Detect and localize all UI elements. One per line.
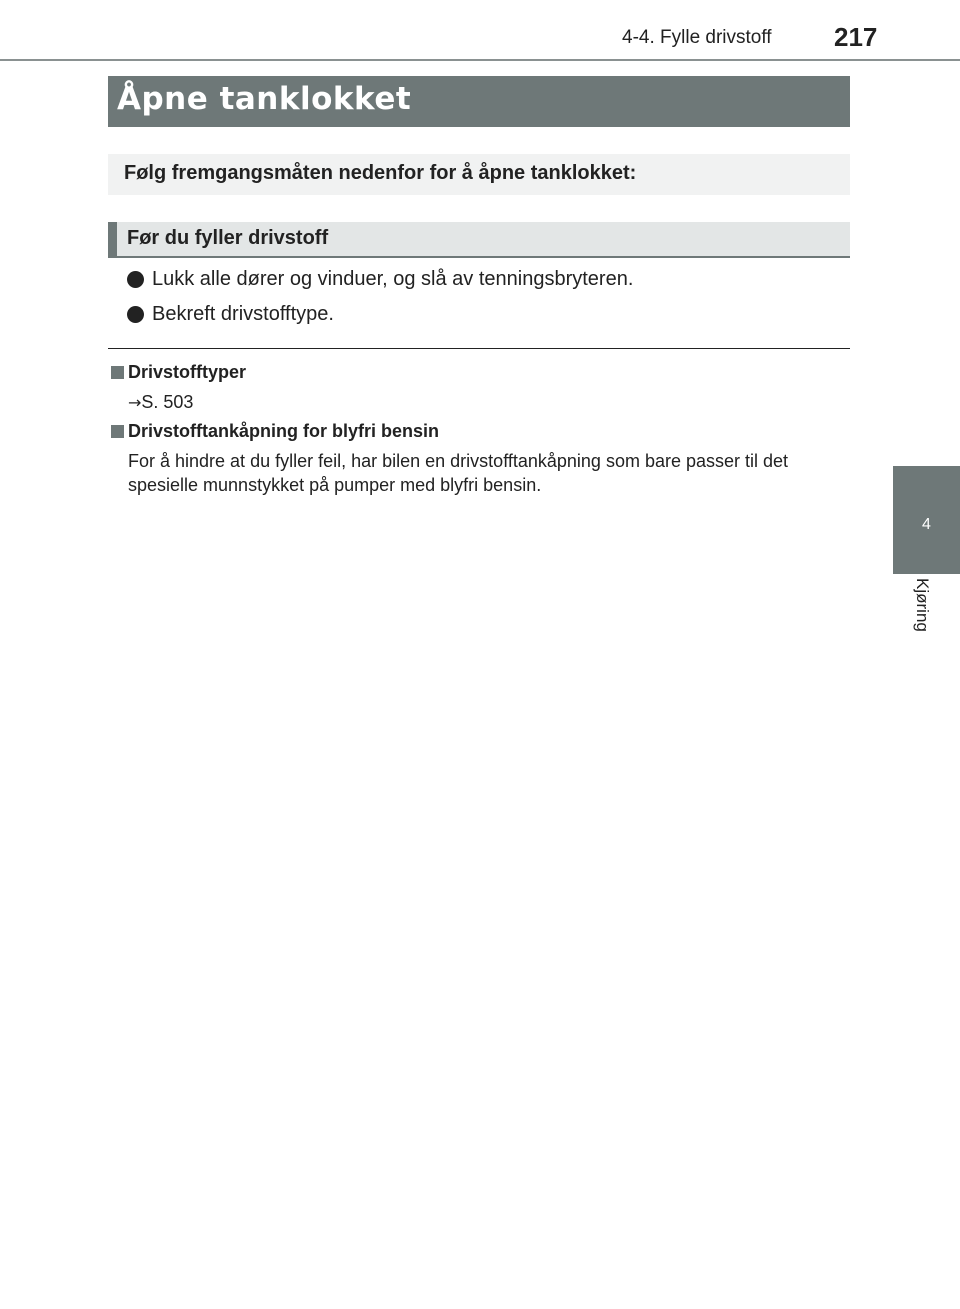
note-heading [108, 421, 850, 445]
note-heading [108, 362, 850, 386]
square-bullet-icon [111, 425, 124, 438]
chapter-label-container [893, 578, 960, 668]
page-number: 217 [834, 22, 878, 52]
chapter-number: 4 [922, 516, 931, 533]
page-title: Åpne tanklokket [117, 81, 412, 117]
square-bullet-icon [111, 366, 124, 379]
note-body [128, 390, 850, 415]
arrow-right-icon: → [128, 393, 142, 412]
note-fuel-tank-opening [108, 421, 850, 497]
chapter-label: Kjøring [913, 578, 932, 632]
list-item-text: Bekreft drivstofftype. [152, 303, 334, 325]
chapter-tab [893, 466, 960, 574]
bullet-list [127, 268, 847, 338]
subsection-accent [108, 222, 117, 256]
intro-text: Følg fremgangsmåten nedenfor for å åpne tanklokket: [124, 162, 637, 184]
page-title-bar [108, 76, 850, 127]
subsection-header [108, 222, 850, 258]
header-section-title: 4-4. Fylle drivstoff [622, 27, 772, 48]
section-divider [108, 348, 850, 349]
header-divider [0, 59, 960, 61]
bullet-dot-icon [127, 271, 144, 288]
note-heading-text: Drivstofftyper [128, 362, 247, 382]
list-item-text: Lukk alle dører og vinduer, og slå av tenningsbryteren. [152, 268, 634, 290]
page-reference-link[interactable]: S. 503 [141, 392, 194, 412]
bullet-dot-icon [127, 306, 144, 323]
list-item [127, 303, 847, 338]
subsection-title: Før du fyller drivstoff [127, 227, 329, 249]
note-fuel-types [108, 362, 850, 415]
note-body: For å hindre at du fyller feil, har bilen en drivstofftankåpning som bare passer til det spesielle munnstykket på pumper med blyfri bensin. [128, 451, 789, 495]
intro-box [108, 154, 850, 195]
note-heading-text: Drivstofftankåpning for blyfri bensin [128, 421, 440, 441]
list-item [127, 268, 847, 303]
